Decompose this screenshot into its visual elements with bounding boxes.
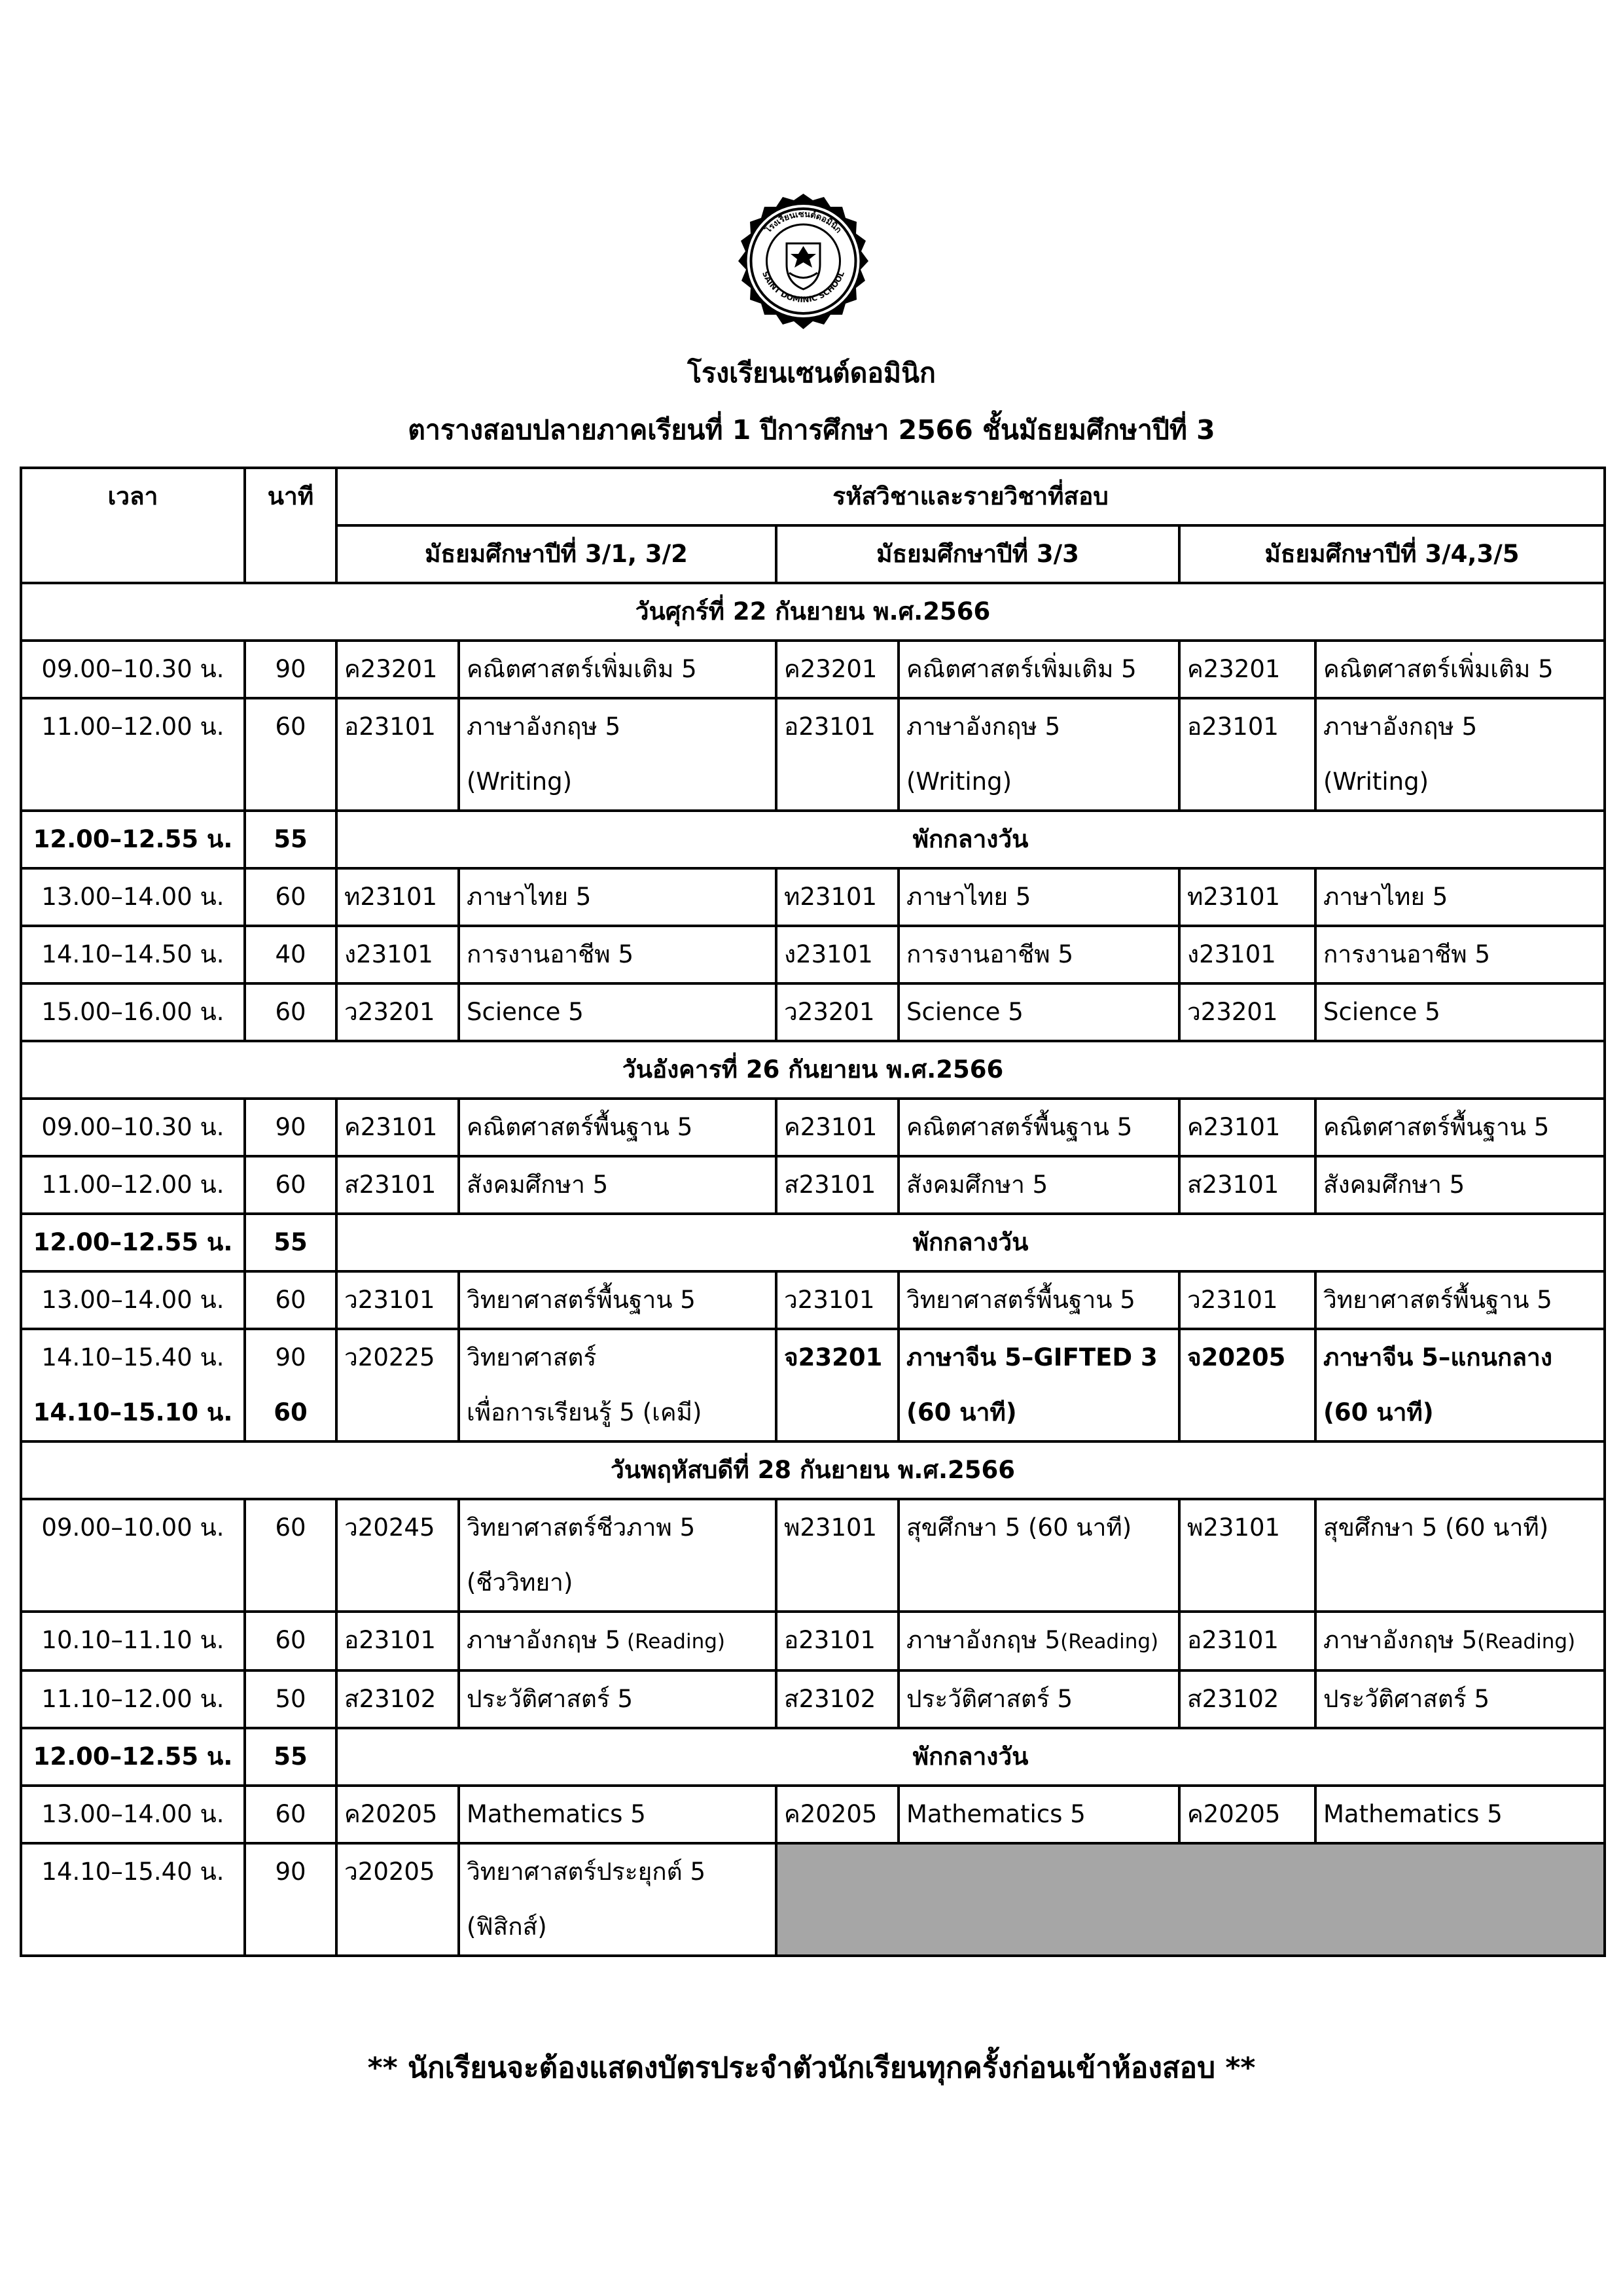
course-code: ค20205 <box>1179 1786 1315 1843</box>
course-code: ส23101 <box>1179 1156 1315 1214</box>
course-code: ว20225 <box>336 1329 459 1441</box>
subject-name: วิทยาศาสตร์พื้นฐาน 5 <box>1315 1271 1605 1329</box>
subject-line-1: ภาษาจีน 5–GIFTED 3 <box>906 1343 1158 1371</box>
time-cell: 11.00–12.00 น. <box>21 698 245 811</box>
minutes-cell: 60 <box>245 1271 336 1329</box>
minutes-cell: 60 <box>245 698 336 811</box>
lunch-break-label: พักกลางวัน <box>336 1214 1605 1271</box>
time-cell: 14.10–15.40 น. <box>21 1843 245 1956</box>
subject-line-1: วิทยาศาสตร์ <box>467 1343 597 1371</box>
subject-name: คณิตศาสตร์เพิ่มเติม 5 <box>899 641 1179 698</box>
subject-line-2: (Writing) <box>1323 768 1429 796</box>
course-code: ส23101 <box>776 1156 899 1214</box>
time-cell: 13.00–14.00 น. <box>21 1786 245 1843</box>
subject-name <box>459 1843 776 1956</box>
header-time: เวลา <box>21 468 245 583</box>
subject-name: ประวัติศาสตร์ 5 <box>899 1670 1179 1728</box>
minutes-cell: 90 <box>245 641 336 698</box>
course-code: ส23102 <box>1179 1670 1315 1728</box>
subject-line-1: ภาษาอังกฤษ 5 <box>1323 713 1478 741</box>
lunch-row <box>21 1214 1605 1271</box>
course-code: ส23102 <box>336 1670 459 1728</box>
subject-text: ภาษาอังกฤษ 5 <box>1323 1626 1478 1654</box>
time-cell: 12.00–12.55 น. <box>21 1728 245 1786</box>
subject-name: สังคมศึกษา 5 <box>1315 1156 1605 1214</box>
subject-name: ภาษาไทย 5 <box>899 868 1179 926</box>
table-row <box>21 1329 1605 1441</box>
lunch-row <box>21 1728 1605 1786</box>
subject-line-2: (60 นาที) <box>906 1398 1017 1426</box>
course-code: ท23101 <box>336 868 459 926</box>
subject-name: การงานอาชีพ 5 <box>899 926 1179 983</box>
subject-line-2: (Writing) <box>906 768 1012 796</box>
time-cell <box>21 1329 245 1441</box>
time-cell: 11.10–12.00 น. <box>21 1670 245 1728</box>
subject-name <box>1315 1329 1605 1441</box>
subject-name <box>459 1499 776 1612</box>
table-row <box>21 926 1605 983</box>
header-group-2: มัธยมศึกษาปีที่ 3/3 <box>776 525 1179 583</box>
course-code: ง23101 <box>336 926 459 983</box>
subject-name: คณิตศาสตร์พื้นฐาน 5 <box>1315 1099 1605 1156</box>
school-name: โรงเรียนเซนต์ดอมินิก <box>687 357 936 389</box>
school-seal-icon <box>726 191 880 345</box>
seal-text-top: โรงเรียนเซนต์ดอมินิก <box>763 209 844 236</box>
subject-suffix: (Reading) <box>1060 1630 1159 1653</box>
subject-line-2: เพื่อการเรียนรู้ 5 (เคมี) <box>467 1398 702 1426</box>
table-row <box>21 641 1605 698</box>
time-cell: 14.10–14.50 น. <box>21 926 245 983</box>
lunch-break-label: พักกลางวัน <box>336 811 1605 868</box>
minutes-cell: 60 <box>245 1786 336 1843</box>
course-code: ค20205 <box>336 1786 459 1843</box>
course-code: อ23101 <box>1179 698 1315 811</box>
subject-line-1: ภาษาจีน 5–แกนกลาง <box>1323 1343 1552 1371</box>
minutes-cell: 55 <box>245 1214 336 1271</box>
course-code: ค23201 <box>776 641 899 698</box>
table-row <box>21 1786 1605 1843</box>
course-code: ว23101 <box>776 1271 899 1329</box>
subject-name: การงานอาชีพ 5 <box>1315 926 1605 983</box>
course-code: ค20205 <box>776 1786 899 1843</box>
course-code: จ20205 <box>1179 1329 1315 1441</box>
minutes-line-2: 60 <box>274 1398 308 1426</box>
time-line-1: 14.10–15.40 น. <box>41 1343 224 1371</box>
minutes-cell: 40 <box>245 926 336 983</box>
subject-suffix: (Reading) <box>620 1630 725 1653</box>
minutes-cell <box>245 1329 336 1441</box>
day-label: วันศุกร์ที่ 22 กันยายน พ.ศ.2566 <box>21 583 1605 641</box>
course-code: ง23101 <box>1179 926 1315 983</box>
table-row <box>21 1612 1605 1670</box>
time-cell: 13.00–14.00 น. <box>21 1271 245 1329</box>
course-code: ง23101 <box>776 926 899 983</box>
subject-line-2: (Writing) <box>467 768 573 796</box>
footer-note: ** นักเรียนจะต้องแสดงบัตรประจำตัวนักเรียนทุกครั้งก่อนเข้าห้องสอบ ** <box>367 2051 1256 2085</box>
subject-name: ภาษาไทย 5 <box>459 868 776 926</box>
day-row <box>21 1441 1605 1499</box>
minutes-cell: 60 <box>245 1156 336 1214</box>
day-row <box>21 1041 1605 1099</box>
subject-name: คณิตศาสตร์พื้นฐาน 5 <box>459 1099 776 1156</box>
subject-line-2: (ชีววิทยา) <box>467 1568 573 1597</box>
course-code: ว20245 <box>336 1499 459 1612</box>
course-code: ว23201 <box>336 983 459 1041</box>
header-minutes: นาที <box>245 468 336 583</box>
time-cell: 09.00–10.30 น. <box>21 641 245 698</box>
subject-text: ภาษาอังกฤษ 5 <box>906 1626 1061 1654</box>
exam-schedule-table <box>20 467 1606 1957</box>
subject-name: คณิตศาสตร์เพิ่มเติม 5 <box>1315 641 1605 698</box>
subject-name: ประวัติศาสตร์ 5 <box>1315 1670 1605 1728</box>
course-code: ค23101 <box>336 1099 459 1156</box>
time-cell: 09.00–10.30 น. <box>21 1099 245 1156</box>
course-code: ท23101 <box>1179 868 1315 926</box>
day-row <box>21 583 1605 641</box>
course-code: อ23101 <box>776 1612 899 1670</box>
header-group-3: มัธยมศึกษาปีที่ 3/4,3/5 <box>1179 525 1605 583</box>
minutes-cell: 60 <box>245 1612 336 1670</box>
minutes-line-1: 90 <box>275 1343 306 1371</box>
time-cell: 13.00–14.00 น. <box>21 868 245 926</box>
time-cell: 15.00–16.00 น. <box>21 983 245 1041</box>
time-cell: 10.10–11.10 น. <box>21 1612 245 1670</box>
subject-name <box>459 1329 776 1441</box>
course-code: อ23101 <box>776 698 899 811</box>
subject-name: Science 5 <box>459 983 776 1041</box>
minutes-cell: 60 <box>245 1499 336 1612</box>
lunch-break-label: พักกลางวัน <box>336 1728 1605 1786</box>
table-row <box>21 868 1605 926</box>
course-code: ว20205 <box>336 1843 459 1956</box>
subject-line-2: (ฟิสิกส์) <box>467 1913 547 1941</box>
course-code: ว23101 <box>336 1271 459 1329</box>
course-code: จ23201 <box>776 1329 899 1441</box>
table-row <box>21 1156 1605 1214</box>
subject-line-1: ภาษาอังกฤษ 5 <box>467 713 621 741</box>
subject-name: สังคมศึกษา 5 <box>459 1156 776 1214</box>
course-code: พ23101 <box>1179 1499 1315 1612</box>
table-row <box>21 983 1605 1041</box>
schedule-title: ตารางสอบปลายภาคเรียนที่ 1 ปีการศึกษา 2566 ชั้นมัธยมศึกษาปีที่ 3 <box>408 414 1215 446</box>
header-group-1: มัธยมศึกษาปีที่ 3/1, 3/2 <box>336 525 776 583</box>
course-code: ว23101 <box>1179 1271 1315 1329</box>
subject-name: Mathematics 5 <box>1315 1786 1605 1843</box>
table-row <box>21 1271 1605 1329</box>
subject-line-1: ภาษาอังกฤษ 5 <box>906 713 1061 741</box>
subject-name: คณิตศาสตร์พื้นฐาน 5 <box>899 1099 1179 1156</box>
course-code: ว23201 <box>1179 983 1315 1041</box>
time-cell: 12.00–12.55 น. <box>21 1214 245 1271</box>
subject-name: สุขศึกษา 5 (60 นาที) <box>899 1499 1179 1612</box>
minutes-cell: 60 <box>245 983 336 1041</box>
table-header-row <box>21 468 1605 525</box>
table-row <box>21 698 1605 811</box>
subject-name <box>1315 698 1605 811</box>
table-row <box>21 1670 1605 1728</box>
minutes-cell: 50 <box>245 1670 336 1728</box>
course-code: ว23201 <box>776 983 899 1041</box>
subject-name: สังคมศึกษา 5 <box>899 1156 1179 1214</box>
minutes-cell: 55 <box>245 1728 336 1786</box>
table-row <box>21 1843 1605 1956</box>
subject-name <box>1315 1612 1605 1670</box>
subject-name: คณิตศาสตร์เพิ่มเติม 5 <box>459 641 776 698</box>
subject-suffix: (Reading) <box>1477 1630 1576 1653</box>
subject-name: การงานอาชีพ 5 <box>459 926 776 983</box>
course-code: ค23101 <box>776 1099 899 1156</box>
subject-name: Mathematics 5 <box>459 1786 776 1843</box>
time-cell: 12.00–12.55 น. <box>21 811 245 868</box>
lunch-row <box>21 811 1605 868</box>
subject-name: ประวัติศาสตร์ 5 <box>459 1670 776 1728</box>
subject-name <box>899 1612 1179 1670</box>
subject-line-1: วิทยาศาสตร์ชีวภาพ 5 <box>467 1513 696 1542</box>
subject-name <box>459 698 776 811</box>
minutes-cell: 90 <box>245 1843 336 1956</box>
subject-name <box>459 1612 776 1670</box>
subject-name: Science 5 <box>1315 983 1605 1041</box>
course-code: อ23101 <box>336 1612 459 1670</box>
course-code: อ23101 <box>1179 1612 1315 1670</box>
subject-line-1: วิทยาศาสตร์ประยุกต์ 5 <box>467 1858 706 1886</box>
subject-name: สุขศึกษา 5 (60 นาที) <box>1315 1499 1605 1612</box>
seal-text-bottom: SAINT DOMINIC SCHOOL <box>760 270 847 305</box>
minutes-cell: 90 <box>245 1099 336 1156</box>
time-line-2: 14.10–15.10 น. <box>33 1398 233 1426</box>
course-code: ค23201 <box>336 641 459 698</box>
subject-name <box>899 698 1179 811</box>
subject-name: ภาษาไทย 5 <box>1315 868 1605 926</box>
day-label: วันพฤหัสบดีที่ 28 กันยายน พ.ศ.2566 <box>21 1441 1605 1499</box>
course-code: อ23101 <box>336 698 459 811</box>
header-subjects: รหัสวิชาและรายวิชาที่สอบ <box>336 468 1605 525</box>
subject-name: Science 5 <box>899 983 1179 1041</box>
shaded-empty-cell <box>776 1843 1605 1956</box>
course-code: ส23101 <box>336 1156 459 1214</box>
course-code: พ23101 <box>776 1499 899 1612</box>
time-cell: 11.00–12.00 น. <box>21 1156 245 1214</box>
subject-line-2: (60 นาที) <box>1323 1398 1434 1426</box>
time-cell: 09.00–10.00 น. <box>21 1499 245 1612</box>
table-row <box>21 1099 1605 1156</box>
subject-name: วิทยาศาสตร์พื้นฐาน 5 <box>899 1271 1179 1329</box>
course-code: ค23101 <box>1179 1099 1315 1156</box>
subject-text: ภาษาอังกฤษ 5 <box>467 1626 621 1654</box>
minutes-cell: 60 <box>245 868 336 926</box>
course-code: ส23102 <box>776 1670 899 1728</box>
subject-name <box>899 1329 1179 1441</box>
day-label: วันอังคารที่ 26 กันยายน พ.ศ.2566 <box>21 1041 1605 1099</box>
subject-name: วิทยาศาสตร์พื้นฐาน 5 <box>459 1271 776 1329</box>
course-code: ท23101 <box>776 868 899 926</box>
course-code: ค23201 <box>1179 641 1315 698</box>
minutes-cell: 55 <box>245 811 336 868</box>
table-row <box>21 1499 1605 1612</box>
subject-name: Mathematics 5 <box>899 1786 1179 1843</box>
